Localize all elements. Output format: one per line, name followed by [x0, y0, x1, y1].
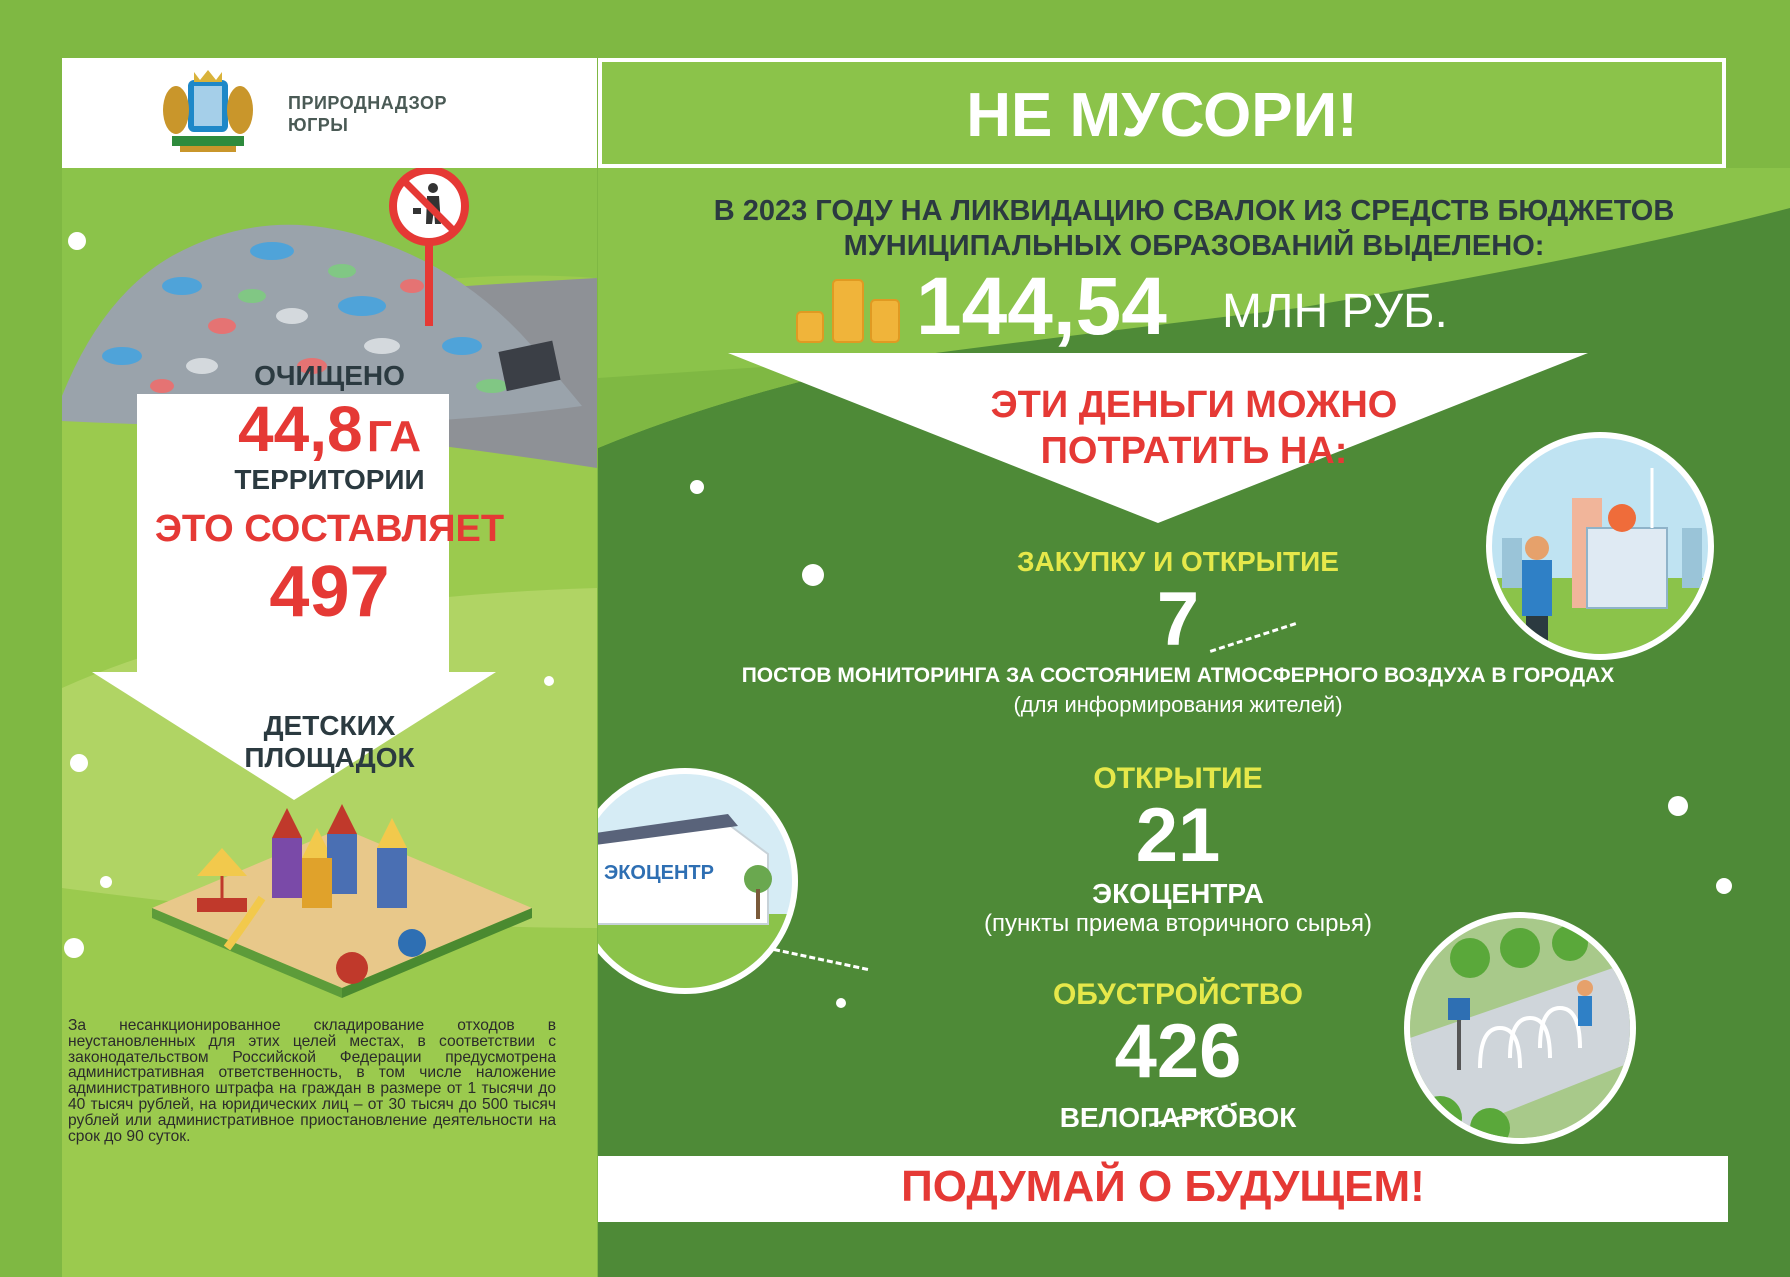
item2-note: (пункты приема вторичного сырья): [983, 910, 1373, 937]
area-value: 44,8: [238, 393, 363, 465]
playgrounds-value: 497: [269, 552, 390, 632]
bike-parking-illustration: [1404, 912, 1636, 1144]
header-logo-block: [62, 58, 597, 168]
area-unit: ГА: [367, 412, 421, 461]
footer-slogan: ПОДУМАЙ О БУДУЩЕМ!: [901, 1162, 1425, 1211]
right-panel: [598, 168, 1790, 1277]
page-title: НЕ МУСОРИ!: [966, 81, 1358, 150]
air-monitoring-illustration: [1486, 432, 1714, 660]
item3-heading: ОБУСТРОЙСТВО: [1052, 978, 1304, 1011]
decor-dot: [1716, 878, 1732, 894]
legal-notice: За несанкционированное складирование отходов в неустановленных для этих целей местах, в соответствии с законодательством Российской Федерации предусмотрена административная ответственность, в том числе наложение административного штрафа на граждан в размере от 1 тысячи до 40 тысяч рублей, на юридических лиц – от 30 тысяч до 500 тысяч рублей или административное приостановление деятельности на срок до 90 суток.: [68, 1017, 556, 1145]
coins-icon: [793, 276, 905, 346]
item1-note: (для информирования жителей): [1013, 692, 1343, 717]
budget-line2: МУНИЦИПАЛЬНЫХ ОБРАЗОВАНИЙ ВЫДЕЛЕНО:: [843, 230, 1545, 262]
decor-dot: [1668, 796, 1688, 816]
item3-value: 426: [1114, 1009, 1242, 1094]
coat-of-arms-icon: [158, 66, 258, 160]
decor-dot: [544, 676, 554, 686]
decor-dot: [690, 480, 704, 494]
no-littering-sign-icon: [387, 168, 471, 326]
item2-label: ЭКОЦЕНТРА: [1092, 878, 1264, 909]
item2-heading: ОТКРЫТИЕ: [1093, 762, 1263, 795]
item1-value: 7: [1156, 577, 1200, 662]
title-banner: [598, 58, 1726, 168]
decor-dot: [836, 998, 846, 1008]
ecocenter-sign: ЭКОЦЕНТР: [604, 862, 714, 884]
item2-value: 21: [1135, 793, 1221, 878]
cleaned-label: ОЧИЩЕНО: [254, 360, 405, 391]
budget-intro: [598, 194, 1790, 264]
budget-amount: 144,54: [916, 261, 1167, 352]
playgrounds-label: ДЕТСКИХ ПЛОЩАДОК: [244, 710, 415, 773]
decor-dot: [64, 938, 84, 958]
budget-line1: В 2023 ГОДУ НА ЛИКВИДАЦИЮ СВАЛОК ИЗ СРЕДСТВ БЮДЖЕТОВ: [713, 195, 1675, 227]
decor-dot: [68, 232, 86, 250]
decor-dot: [802, 564, 824, 586]
budget-unit: МЛН РУБ.: [1222, 285, 1448, 338]
item1-heading: ЗАКУПКУ И ОТКРЫТИЕ: [1017, 546, 1339, 577]
item1-label: ПОСТОВ МОНИТОРИНГА ЗА СОСТОЯНИЕМ АТМОСФЕРНОГО ВОЗДУХА В ГОРОДАХ: [741, 664, 1615, 687]
decor-dot: [100, 876, 112, 888]
org-name: ПРИРОДНАДЗОР ЮГРЫ: [288, 93, 447, 135]
left-column: [62, 168, 597, 1277]
item3-label: ВЕЛОПАРКОВОК: [1059, 1102, 1297, 1133]
equals-label: ЭТО СОСТАВЛЯЕТ: [154, 508, 505, 550]
playground-icon: [152, 798, 532, 1008]
territory-label: ТЕРРИТОРИИ: [234, 464, 425, 495]
spend-heading: ЭТИ ДЕНЬГИ МОЖНО ПОТРАТИТЬ НА:: [990, 384, 1398, 472]
